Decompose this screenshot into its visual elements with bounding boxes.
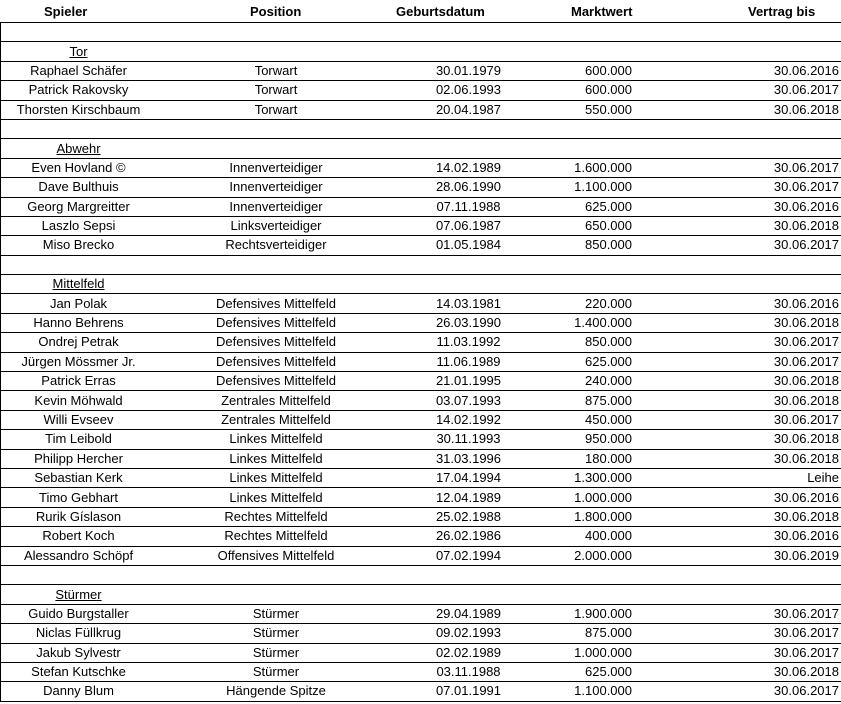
contract-end: 30.06.2018 [632, 372, 841, 391]
empty-cell [541, 23, 632, 42]
empty-cell [396, 119, 541, 138]
contract-end: 30.06.2019 [632, 546, 841, 565]
market-value: 650.000 [541, 216, 632, 235]
contract-end: 30.06.2016 [632, 294, 841, 313]
birth-date: 21.01.1995 [396, 372, 541, 391]
birth-date: 31.03.1996 [396, 449, 541, 468]
empty-cell [541, 275, 632, 294]
player-position: Defensives Mittelfeld [156, 333, 396, 352]
section-title: Mittelfeld [1, 275, 157, 294]
birth-date: 30.01.1979 [396, 61, 541, 80]
contract-end: 30.06.2018 [632, 391, 841, 410]
empty-cell [632, 565, 841, 584]
player-name: Laszlo Sepsi [1, 216, 157, 235]
birth-date: 02.06.1993 [396, 81, 541, 100]
table-row [1, 100, 841, 119]
market-value: 625.000 [541, 197, 632, 216]
contract-end: 30.06.2017 [632, 624, 841, 643]
section-header-row [1, 139, 841, 158]
player-name: Miso Brecko [1, 236, 157, 255]
player-name: Niclas Füllkrug [1, 624, 157, 643]
birth-date: 14.02.1992 [396, 410, 541, 429]
birth-date: 07.01.1991 [396, 682, 541, 701]
table-row [1, 604, 841, 623]
player-position: Stürmer [156, 604, 396, 623]
player-name: Alessandro Schöpf [1, 546, 157, 565]
contract-end: 30.06.2017 [632, 178, 841, 197]
table-row [1, 682, 841, 701]
player-position: Linkes Mittelfeld [156, 488, 396, 507]
player-position: Rechtes Mittelfeld [156, 527, 396, 546]
empty-cell [1, 255, 157, 274]
table-row [1, 527, 841, 546]
contract-end: 30.06.2017 [632, 410, 841, 429]
contract-end: 30.06.2018 [632, 449, 841, 468]
birth-date: 11.03.1992 [396, 333, 541, 352]
blank-row [1, 255, 841, 274]
market-value: 1.400.000 [541, 313, 632, 332]
player-position: Linkes Mittelfeld [156, 468, 396, 487]
table-row [1, 410, 841, 429]
birth-date: 14.03.1981 [396, 294, 541, 313]
market-value: 850.000 [541, 333, 632, 352]
birth-date: 14.02.1989 [396, 158, 541, 177]
player-name: Stefan Kutschke [1, 662, 157, 681]
player-name: Kevin Möhwald [1, 391, 157, 410]
player-position: Stürmer [156, 662, 396, 681]
market-value: 220.000 [541, 294, 632, 313]
player-position: Zentrales Mittelfeld [156, 410, 396, 429]
player-name: Patrick Rakovsky [1, 81, 157, 100]
contract-end: 30.06.2017 [632, 352, 841, 371]
table-row [1, 643, 841, 662]
contract-end: 30.06.2017 [632, 158, 841, 177]
birth-date: 12.04.1989 [396, 488, 541, 507]
market-value: 600.000 [541, 81, 632, 100]
table-row [1, 197, 841, 216]
player-name: Raphael Schäfer [1, 61, 157, 80]
empty-cell [632, 275, 841, 294]
market-value: 1.100.000 [541, 178, 632, 197]
contract-end: 30.06.2016 [632, 488, 841, 507]
section-header-row [1, 42, 841, 61]
empty-cell [396, 275, 541, 294]
empty-cell [156, 275, 396, 294]
table-row [1, 430, 841, 449]
market-value: 1.900.000 [541, 604, 632, 623]
section-title: Stürmer [1, 585, 157, 604]
empty-cell [1, 23, 157, 42]
player-name: Dave Bulthuis [1, 178, 157, 197]
market-value: 400.000 [541, 527, 632, 546]
table-row [1, 372, 841, 391]
player-position: Defensives Mittelfeld [156, 313, 396, 332]
table-row [1, 81, 841, 100]
contract-end: 30.06.2018 [632, 100, 841, 119]
empty-cell [396, 255, 541, 274]
player-name: Hanno Behrens [1, 313, 157, 332]
player-position: Rechtsverteidiger [156, 236, 396, 255]
player-name: Ondrej Petrak [1, 333, 157, 352]
table-row [1, 391, 841, 410]
empty-cell [632, 23, 841, 42]
player-position: Torwart [156, 61, 396, 80]
market-value: 625.000 [541, 352, 632, 371]
player-name: Thorsten Kirschbaum [1, 100, 157, 119]
header-row [0, 0, 841, 22]
player-position: Defensives Mittelfeld [156, 294, 396, 313]
birth-date: 28.06.1990 [396, 178, 541, 197]
birth-date: 29.04.1989 [396, 604, 541, 623]
contract-end: 30.06.2018 [632, 313, 841, 332]
player-name: Even Hovland © [1, 158, 157, 177]
player-position: Hängende Spitze [156, 682, 396, 701]
market-value: 450.000 [541, 410, 632, 429]
contract-end: 30.06.2018 [632, 507, 841, 526]
empty-cell [632, 585, 841, 604]
table-row [1, 488, 841, 507]
contract-end: 30.06.2016 [632, 527, 841, 546]
table-row [1, 662, 841, 681]
player-position: Torwart [156, 100, 396, 119]
player-position: Torwart [156, 81, 396, 100]
empty-cell [156, 139, 396, 158]
contract-end: 30.06.2017 [632, 604, 841, 623]
market-value: 875.000 [541, 391, 632, 410]
player-name: Philipp Hercher [1, 449, 157, 468]
market-value: 950.000 [541, 430, 632, 449]
player-position: Defensives Mittelfeld [156, 352, 396, 371]
empty-cell [541, 255, 632, 274]
header-contract: Vertrag bis [748, 4, 816, 19]
player-position: Linkes Mittelfeld [156, 430, 396, 449]
section-title: Abwehr [1, 139, 157, 158]
market-value: 875.000 [541, 624, 632, 643]
player-name: Danny Blum [1, 682, 157, 701]
market-value: 850.000 [541, 236, 632, 255]
empty-cell [632, 119, 841, 138]
birth-date: 25.02.1988 [396, 507, 541, 526]
squad-table [0, 22, 841, 702]
market-value: 240.000 [541, 372, 632, 391]
table-row [1, 236, 841, 255]
empty-cell [632, 139, 841, 158]
birth-date: 07.11.1988 [396, 197, 541, 216]
table-row [1, 61, 841, 80]
empty-cell [156, 42, 396, 61]
market-value: 600.000 [541, 61, 632, 80]
market-value: 1.000.000 [541, 643, 632, 662]
player-name: Jakub Sylvestr [1, 643, 157, 662]
empty-cell [396, 139, 541, 158]
birth-date: 03.11.1988 [396, 662, 541, 681]
empty-cell [1, 565, 157, 584]
birth-date: 02.02.1989 [396, 643, 541, 662]
player-position: Innenverteidiger [156, 197, 396, 216]
birth-date: 03.07.1993 [396, 391, 541, 410]
player-name: Rurik Gíslason [1, 507, 157, 526]
market-value: 180.000 [541, 449, 632, 468]
empty-cell [156, 255, 396, 274]
contract-end: 30.06.2018 [632, 430, 841, 449]
empty-cell [156, 565, 396, 584]
player-position: Zentrales Mittelfeld [156, 391, 396, 410]
empty-cell [396, 585, 541, 604]
birth-date: 26.02.1986 [396, 527, 541, 546]
contract-end: 30.06.2017 [632, 333, 841, 352]
empty-cell [396, 23, 541, 42]
player-position: Innenverteidiger [156, 178, 396, 197]
section-header-row [1, 585, 841, 604]
section-title: Tor [1, 42, 157, 61]
empty-cell [156, 119, 396, 138]
empty-cell [541, 42, 632, 61]
header-position: Position [250, 4, 302, 19]
player-name: Robert Koch [1, 527, 157, 546]
market-value: 1.000.000 [541, 488, 632, 507]
player-name: Willi Evseev [1, 410, 157, 429]
empty-cell [1, 119, 157, 138]
market-value: 2.000.000 [541, 546, 632, 565]
player-position: Linksverteidiger [156, 216, 396, 235]
player-position: Offensives Mittelfeld [156, 546, 396, 565]
player-position: Linkes Mittelfeld [156, 449, 396, 468]
table-row [1, 333, 841, 352]
birth-date: 17.04.1994 [396, 468, 541, 487]
table-row [1, 216, 841, 235]
contract-end: 30.06.2016 [632, 61, 841, 80]
player-name: Jürgen Mössmer Jr. [1, 352, 157, 371]
player-position: Innenverteidiger [156, 158, 396, 177]
birth-date: 01.05.1984 [396, 236, 541, 255]
market-value: 1.600.000 [541, 158, 632, 177]
player-position: Defensives Mittelfeld [156, 372, 396, 391]
empty-cell [541, 119, 632, 138]
table-row [1, 449, 841, 468]
player-name: Timo Gebhart [1, 488, 157, 507]
player-name: Georg Margreitter [1, 197, 157, 216]
empty-cell [632, 255, 841, 274]
empty-cell [541, 139, 632, 158]
birth-date: 07.06.1987 [396, 216, 541, 235]
birth-date: 26.03.1990 [396, 313, 541, 332]
player-position: Stürmer [156, 624, 396, 643]
blank-row [1, 23, 841, 42]
contract-end: 30.06.2017 [632, 643, 841, 662]
player-position: Stürmer [156, 643, 396, 662]
birth-date: 30.11.1993 [396, 430, 541, 449]
market-value: 1.800.000 [541, 507, 632, 526]
player-position: Rechtes Mittelfeld [156, 507, 396, 526]
birth-date: 11.06.1989 [396, 352, 541, 371]
contract-end: 30.06.2017 [632, 81, 841, 100]
empty-cell [156, 23, 396, 42]
market-value: 1.300.000 [541, 468, 632, 487]
player-name: Guido Burgstaller [1, 604, 157, 623]
contract-end: 30.06.2018 [632, 216, 841, 235]
birth-date: 20.04.1987 [396, 100, 541, 119]
empty-cell [541, 565, 632, 584]
table-row [1, 178, 841, 197]
empty-cell [632, 42, 841, 61]
player-name: Tim Leibold [1, 430, 157, 449]
section-header-row [1, 275, 841, 294]
table-row [1, 546, 841, 565]
blank-row [1, 565, 841, 584]
player-name: Jan Polak [1, 294, 157, 313]
blank-row [1, 119, 841, 138]
table-row [1, 468, 841, 487]
empty-cell [396, 42, 541, 61]
contract-end: 30.06.2018 [632, 662, 841, 681]
header-market-value: Marktwert [571, 4, 633, 19]
table-row [1, 624, 841, 643]
market-value: 1.100.000 [541, 682, 632, 701]
table-row [1, 158, 841, 177]
empty-cell [541, 585, 632, 604]
birth-date: 09.02.1993 [396, 624, 541, 643]
player-name: Patrick Erras [1, 372, 157, 391]
table-row [1, 352, 841, 371]
market-value: 550.000 [541, 100, 632, 119]
header-birth-date: Geburtsdatum [396, 4, 485, 19]
table-row [1, 294, 841, 313]
contract-end: 30.06.2017 [632, 682, 841, 701]
contract-end: Leihe [632, 468, 841, 487]
player-name: Sebastian Kerk [1, 468, 157, 487]
birth-date: 07.02.1994 [396, 546, 541, 565]
empty-cell [396, 565, 541, 584]
contract-end: 30.06.2016 [632, 197, 841, 216]
header-player: Spieler [44, 4, 88, 19]
contract-end: 30.06.2017 [632, 236, 841, 255]
table-row [1, 313, 841, 332]
table-row [1, 507, 841, 526]
market-value: 625.000 [541, 662, 632, 681]
empty-cell [156, 585, 396, 604]
